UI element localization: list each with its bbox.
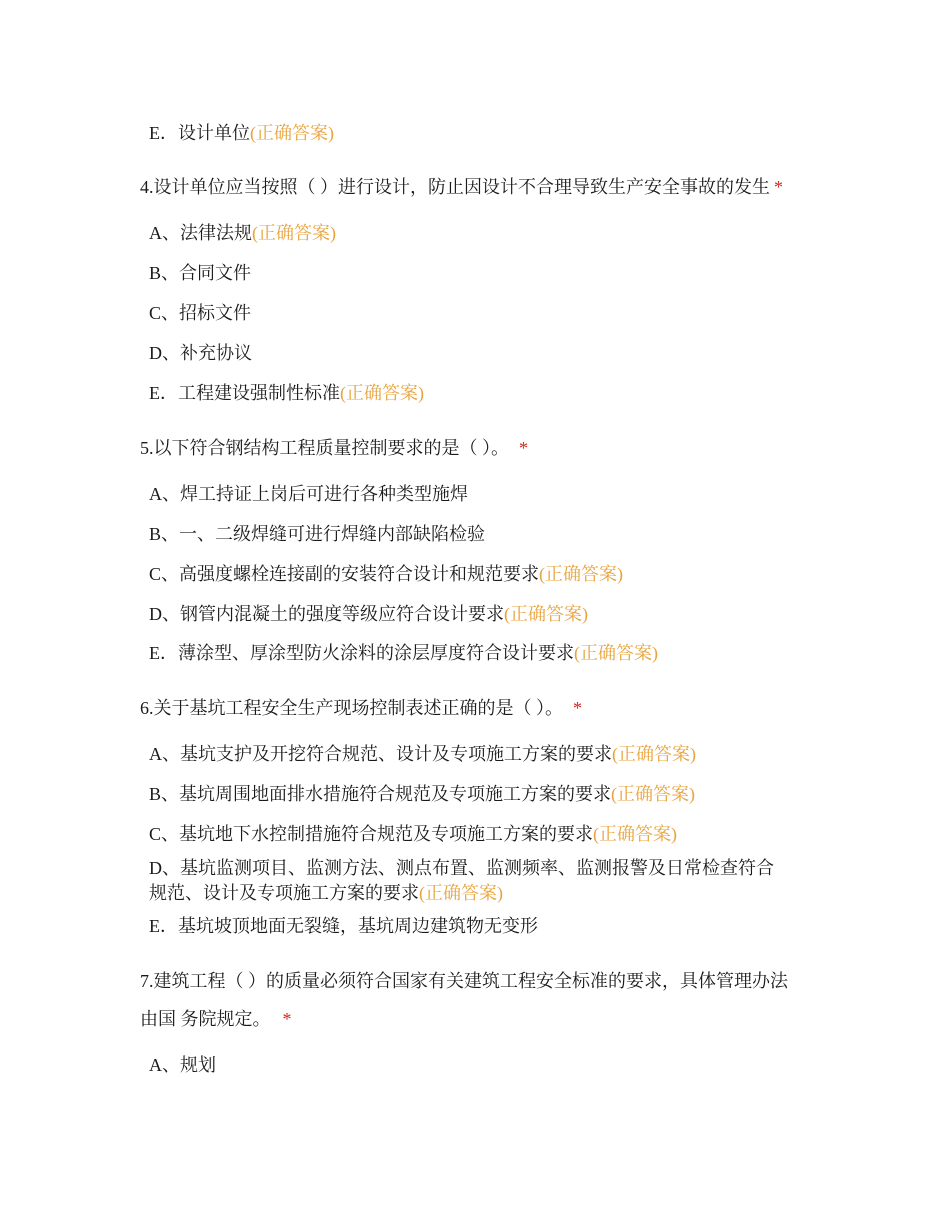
- option-text: C、基坑地下水控制措施符合规范及专项施工方案的要求: [149, 824, 594, 844]
- option-text: E．工程建设强制性标准: [149, 383, 340, 403]
- question-5-title: [140, 435, 528, 461]
- option-q5-d: [149, 601, 588, 627]
- option-text: C、高强度螺栓连接副的安装符合设计和规范要求: [149, 564, 540, 584]
- option-q4-b: [149, 260, 251, 286]
- option-text: A、规划: [149, 1055, 216, 1075]
- option-text: A、法律法规: [149, 223, 252, 243]
- question-text: 7.建筑工程（ ）的质量必须符合国家有关建筑工程安全标准的要求，具体管理办法: [140, 971, 788, 991]
- option-text: B、一、二级焊缝可进行焊缝内部缺陷检验: [149, 524, 486, 544]
- required-marker: *: [573, 698, 582, 718]
- option-text: D、补充协议: [149, 343, 252, 363]
- option-text: B、基坑周围地面排水措施符合规范及专项施工方案的要求: [149, 784, 612, 804]
- correct-answer-marker: (正确答案): [611, 784, 696, 804]
- question-text: 6.关于基坑工程安全生产现场控制表述正确的是（ ）。: [140, 698, 563, 718]
- option-q6-d-line2: [149, 880, 503, 906]
- option-q4-c: [149, 300, 251, 326]
- question-6-title: [140, 695, 582, 721]
- correct-answer-marker: (正确答案): [504, 604, 588, 624]
- correct-answer-marker: (正确答案): [612, 744, 696, 764]
- option-text: D、钢管内混凝土的强度等级应符合设计要求: [149, 604, 504, 624]
- option-q6-e: [149, 913, 538, 939]
- option-text: C、招标文件: [149, 303, 252, 323]
- option-q5-c: [149, 561, 623, 587]
- option-q6-c: [149, 821, 677, 847]
- correct-answer-marker: (正确答案): [252, 223, 336, 243]
- correct-answer-marker: (正确答案): [574, 643, 658, 663]
- option-q6-b: [149, 781, 695, 807]
- required-marker: *: [519, 438, 528, 458]
- option-q5-b: [149, 521, 485, 547]
- option-q4-a: [149, 220, 336, 246]
- option-text: D、基坑监测项目、监测方法、测点布置、监测频率、监测报警及日常检查符合: [149, 858, 774, 878]
- required-marker: *: [282, 1009, 292, 1029]
- correct-answer-marker: (正确答案): [419, 883, 503, 903]
- option-q3-e: [149, 120, 334, 146]
- option-q5-e: [149, 640, 658, 666]
- option-text: E．薄涂型、厚涂型防火涂料的涂层厚度符合设计要求: [149, 643, 574, 663]
- required-marker: *: [774, 177, 783, 197]
- question-text: 4.设计单位应当按照（ ）进行设计，防止因设计不合理导致生产安全事故的发生: [140, 177, 770, 197]
- option-text: B、合同文件: [149, 263, 252, 283]
- option-q4-d: [149, 340, 252, 366]
- question-7-title-line1: [140, 968, 788, 994]
- option-q7-a: [149, 1052, 216, 1078]
- option-q6-d-line1: [149, 855, 774, 881]
- correct-answer-marker: (正确答案): [250, 123, 334, 143]
- question-7-title-line2: [140, 1006, 292, 1032]
- correct-answer-marker: (正确答案): [593, 824, 678, 844]
- correct-answer-marker: (正确答案): [340, 383, 424, 403]
- option-text: A、焊工持证上岗后可进行各种类型施焊: [149, 484, 468, 504]
- option-q4-e: [149, 380, 424, 406]
- option-text: E．基坑坡顶地面无裂缝，基坑周边建筑物无变形: [149, 916, 538, 936]
- question-4-title: [140, 174, 783, 200]
- option-q5-a: [149, 481, 468, 507]
- correct-answer-marker: (正确答案): [539, 564, 624, 584]
- option-text: 规范、设计及专项施工方案的要求: [149, 883, 419, 903]
- option-q6-a: [149, 741, 696, 767]
- question-text: 5.以下符合钢结构工程质量控制要求的是（ ）。: [140, 438, 509, 458]
- question-text: 由国 务院规定。: [140, 1009, 271, 1029]
- option-text: E．设计单位: [149, 123, 250, 143]
- option-text: A、基坑支护及开挖符合规范、设计及专项施工方案的要求: [149, 744, 612, 764]
